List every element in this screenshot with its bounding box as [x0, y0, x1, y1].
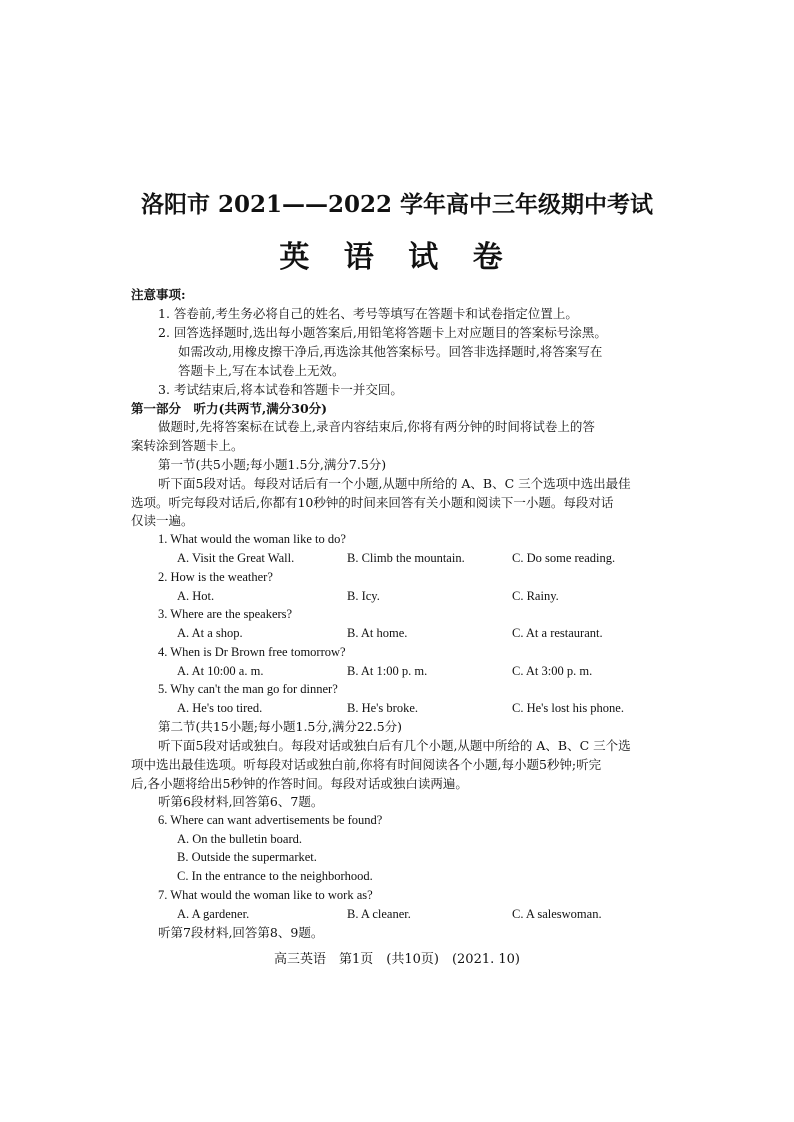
notice-item-2-cont: 答题卡上,写在本试卷上无效。 — [178, 363, 345, 378]
question-stem: 6. Where can want advertisements be found? — [158, 813, 383, 827]
option-b: B. Outside the supermarket. — [177, 850, 317, 864]
option-b: B. At 1:00 p. m. — [347, 664, 428, 678]
question-options — [0, 587, 794, 606]
option-c: C. In the entrance to the neighborhood. — [177, 869, 373, 883]
question-options — [0, 662, 794, 681]
notice-item-1: 1. 答卷前,考生务必将自己的姓名、考号等填写在答题卡和试卷指定位置上。 — [158, 306, 578, 321]
part1-intro-cont: 案转涂到答题卡上。 — [131, 438, 244, 453]
notice-heading: 注意事项: — [131, 287, 186, 302]
section2-instructions-cont: 后,各小题将给出5秒钟的作答时间。每段对话或独白读两遍。 — [131, 776, 468, 791]
notice-item-2: 2. 回答选择题时,选出每小题答案后,用铅笔将答题卡上对应题目的答案标号涂黑。 — [158, 325, 607, 340]
section2-heading: 第二节(共15小题;每小题1.5分,满分22.5分) — [158, 719, 403, 734]
section1-instructions-cont: 选项。听完每段对话后,你都有10秒钟的时间来回答有关小题和阅读下一小题。每段对话 — [131, 495, 614, 510]
question-options — [0, 624, 794, 643]
question-stem: 3. Where are the speakers? — [158, 607, 293, 621]
question-stem: 7. What would the woman like to work as? — [158, 888, 373, 902]
section1-heading: 第一节(共5小题;每小题1.5分,满分7.5分) — [158, 457, 387, 472]
part1-heading: 第一部分 听力(共两节,满分30分) — [131, 401, 328, 416]
option-b: B. At home. — [347, 626, 408, 640]
question-stem: 4. When is Dr Brown free tomorrow? — [158, 645, 346, 659]
option-b: B. He's broke. — [347, 701, 418, 715]
question-stem: 1. What would the woman like to do? — [158, 532, 346, 546]
option-a: A. He's too tired. — [177, 701, 263, 715]
question-stem: 2. How is the weather? — [158, 570, 273, 584]
option-c: C. At a restaurant. — [512, 626, 603, 640]
option-a: A. Visit the Great Wall. — [177, 551, 295, 565]
option-c: C. Rainy. — [512, 589, 559, 603]
option-c: C. Do some reading. — [512, 551, 616, 565]
option-c: C. A saleswoman. — [512, 907, 602, 921]
material-6-note: 听第6段材料,回答第6、7题。 — [158, 794, 324, 809]
question-options — [0, 549, 794, 568]
notice-item-3: 3. 考试结束后,将本试卷和答题卡一并交回。 — [158, 382, 403, 397]
question-stem: 5. Why can't the man go for dinner? — [158, 682, 338, 696]
question-options — [0, 905, 794, 924]
page-footer: 高三英语 第1页 (共10页) (2021. 10) — [274, 952, 520, 967]
option-a: A. At a shop. — [177, 626, 243, 640]
option-c: C. He's lost his phone. — [512, 701, 624, 715]
option-b: B. Icy. — [347, 589, 380, 603]
question-options — [0, 699, 794, 718]
section2-instructions: 听下面5段对话或独白。每段对话或独白后有几个小题,从题中所给的 A、B、C 三个选 — [158, 738, 631, 753]
option-a: A. On the bulletin board. — [177, 832, 302, 846]
exam-title: 洛阳市 2021——2022 学年高中三年级期中考试 — [140, 191, 654, 218]
option-c: C. At 3:00 p. m. — [512, 664, 593, 678]
part1-intro: 做题时,先将答案标在试卷上,录音内容结束后,你将有两分钟的时间将试卷上的答 — [158, 419, 595, 434]
option-a: A. Hot. — [177, 589, 215, 603]
material-7-note: 听第7段材料,回答第8、9题。 — [158, 925, 324, 940]
section1-instructions-cont: 仅读一遍。 — [131, 513, 194, 528]
notice-item-2-cont: 如需改动,用橡皮擦干净后,再选涂其他答案标号。回答非选择题时,将答案写在 — [178, 344, 603, 359]
option-b: B. Climb the mountain. — [347, 551, 465, 565]
option-a: A. At 10:00 a. m. — [177, 664, 264, 678]
section1-instructions: 听下面5段对话。每段对话后有一个小题,从题中所给的 A、B、C 三个选项中选出最佳 — [158, 476, 631, 491]
option-b: B. A cleaner. — [347, 907, 411, 921]
section2-instructions-cont: 项中选出最佳选项。听每段对话或独白前,你将有时间阅读各个小题,每小题5秒钟;听完 — [131, 757, 602, 772]
option-a: A. A gardener. — [177, 907, 250, 921]
subject-title: 英 语 试 卷 — [279, 240, 515, 275]
